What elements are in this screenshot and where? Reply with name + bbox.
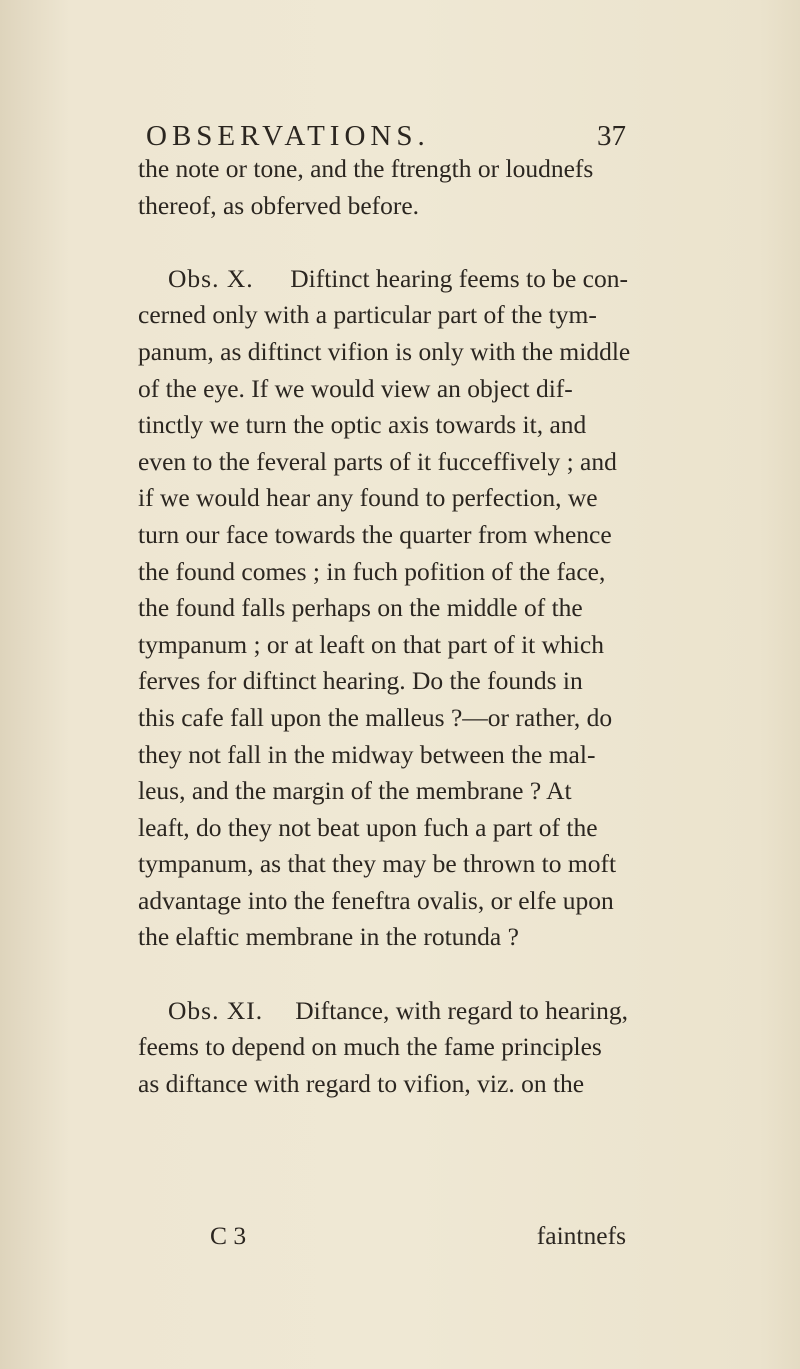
text-line: they not fall in the midway between the mal- — [138, 739, 596, 769]
text-line: Obs. XI. Diftance, with regard to hearing, — [138, 993, 628, 1030]
text-line: thereof, as obferved before. — [138, 190, 420, 220]
text-line: ferves for diftinct hearing. Do the founds in — [138, 666, 583, 696]
observation-label: Obs. XI. — [168, 995, 264, 1025]
text-line: the elaftic membrane in the rotunda ? — [138, 922, 519, 952]
text-line: leaft, do they not beat upon fuch a part of the — [138, 812, 598, 842]
text-line: even to the feveral parts of it fucceffively ; and — [138, 446, 617, 476]
text-line: tinctly we turn the optic axis towards it, and — [138, 410, 587, 440]
text-line: turn our face towards the quarter from whence — [138, 519, 612, 549]
text-line: Obs. X. Diftinct hearing feems to be con- — [138, 261, 628, 298]
catchword: faintnefs — [536, 1221, 626, 1250]
text-line: tympanum, as that they may be thrown to moft — [138, 849, 617, 879]
text-line: advantage into the feneftra ovalis, or elfe upon — [138, 885, 614, 915]
text-line: if we would hear any found to perfection, we — [138, 483, 598, 513]
text-line: the found falls perhaps on the middle of the — [138, 593, 583, 623]
text-line: this cafe fall upon the malleus ?—or rather, do — [138, 702, 613, 732]
body-text — [138, 151, 631, 1102]
text-line: the found comes ; in fuch pofition of the face, — [138, 556, 606, 586]
observation-label: Obs. X. — [168, 263, 254, 293]
text-line: of the eye. If we would view an object dif- — [138, 373, 573, 403]
text-line: the note or tone, and the ftrength or loudnefs — [138, 154, 594, 183]
signature-mark: C 3 — [210, 1221, 247, 1250]
page-footer — [210, 1221, 626, 1257]
text-line: panum, as diftinct vifion is only with the middle — [138, 336, 631, 366]
page-number: 37 — [597, 120, 626, 152]
text-line: feems to depend on much the fame principles — [138, 1032, 602, 1062]
text-line: tympanum ; or at leaft on that part of it which — [138, 629, 604, 659]
text-line: leus, and the margin of the membrane ? At — [138, 776, 572, 806]
running-title: OBSERVATIONS. — [146, 120, 430, 152]
text-line: as diftance with regard to vifion, viz. on the — [138, 1068, 585, 1098]
text-line: cerned only with a particular part of the tym- — [138, 300, 597, 330]
